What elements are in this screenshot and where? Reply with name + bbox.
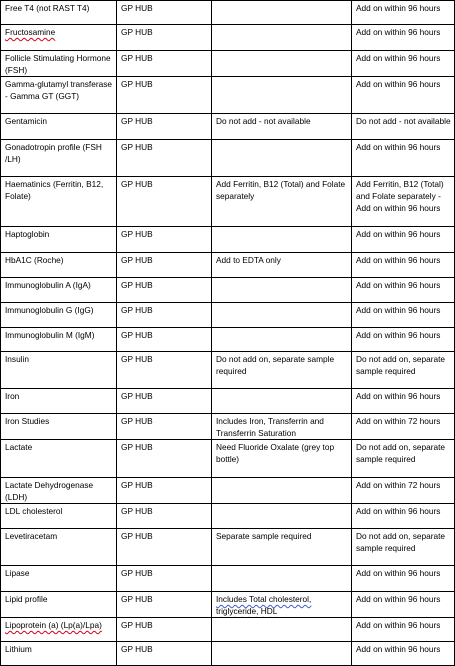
table-row xyxy=(1,566,455,592)
location-cell: GP HUB xyxy=(117,592,212,618)
location-cell: GP HUB xyxy=(117,25,212,51)
table-row xyxy=(1,177,455,227)
add-on-cell: Add on within 96 hours xyxy=(352,51,455,77)
test-name-cell: Immunoglobulin M (IgM) xyxy=(1,328,117,352)
table-row xyxy=(1,440,455,478)
location-cell: GP HUB xyxy=(117,114,212,140)
table-row xyxy=(1,414,455,440)
test-name-cell xyxy=(1,25,117,51)
add-on-cell: Do not add on, separate sample required xyxy=(352,529,455,566)
location-cell: GP HUB xyxy=(117,529,212,566)
note-cell xyxy=(212,592,352,618)
add-on-cell: Add on within 96 hours xyxy=(352,140,455,177)
test-name-cell: Lipid profile xyxy=(1,592,117,618)
test-name-cell: Iron xyxy=(1,389,117,414)
note-cell: Do not add on, separate sample required xyxy=(212,352,352,389)
test-name-cell: HbA1C (Roche) xyxy=(1,253,117,278)
location-cell: GP HUB xyxy=(117,140,212,177)
note-cell xyxy=(212,566,352,592)
table-row xyxy=(1,303,455,328)
table-row xyxy=(1,529,455,566)
add-on-cell: Add on within 72 hours xyxy=(352,478,455,504)
note-cell xyxy=(212,328,352,352)
table-body xyxy=(1,1,455,666)
location-cell: GP HUB xyxy=(117,566,212,592)
test-name-cell: Immunoglobulin A (IgA) xyxy=(1,278,117,303)
note-cell xyxy=(212,25,352,51)
test-name-cell: Lactate xyxy=(1,440,117,478)
test-name-cell: Levetiracetam xyxy=(1,529,117,566)
add-on-cell: Do not add - not available xyxy=(352,114,455,140)
note-cell: Need Fluoride Oxalate (grey top bottle) xyxy=(212,440,352,478)
location-cell: GP HUB xyxy=(117,77,212,114)
location-cell: GP HUB xyxy=(117,1,212,25)
spellcheck-word: Fructosamine xyxy=(5,27,56,37)
table-row xyxy=(1,592,455,618)
add-on-cell: Add on within 96 hours xyxy=(352,1,455,25)
add-on-cell: Do not add on, separate sample required xyxy=(352,352,455,389)
table-row xyxy=(1,114,455,140)
test-name-cell: Haematinics (Ferritin, B12, Folate) xyxy=(1,177,117,227)
add-on-cell: Add on within 96 hours xyxy=(352,566,455,592)
table-row xyxy=(1,77,455,114)
location-cell: GP HUB xyxy=(117,227,212,253)
spellcheck-word: Lipoprotein (a) (Lp(a)/Lpa) xyxy=(5,620,102,630)
table-row xyxy=(1,140,455,177)
table-row xyxy=(1,25,455,51)
table-row xyxy=(1,352,455,389)
note-cell xyxy=(212,227,352,253)
note-cell xyxy=(212,504,352,529)
add-on-cell: Add on within 96 hours xyxy=(352,227,455,253)
table-row xyxy=(1,642,455,666)
location-cell: GP HUB xyxy=(117,414,212,440)
add-on-cell: Add on within 72 hours xyxy=(352,414,455,440)
test-name-cell: Gentamicin xyxy=(1,114,117,140)
note-cell xyxy=(212,140,352,177)
grammar-check-text: Includes Total cholesterol, triglyceride, HDL xyxy=(216,594,312,616)
location-cell: GP HUB xyxy=(117,389,212,414)
location-cell: GP HUB xyxy=(117,440,212,478)
test-name-cell: Insulin xyxy=(1,352,117,389)
note-cell xyxy=(212,278,352,303)
table-row xyxy=(1,51,455,77)
add-on-cell: Add Ferritin, B12 (Total) and Folate separately - Add on within 96 hours xyxy=(352,177,455,227)
test-name-cell: Free T4 (not RAST T4) xyxy=(1,1,117,25)
add-on-cell: Add on within 96 hours xyxy=(352,303,455,328)
test-name-cell: LDL cholesterol xyxy=(1,504,117,529)
note-cell xyxy=(212,389,352,414)
table-row xyxy=(1,1,455,25)
note-cell xyxy=(212,1,352,25)
location-cell: GP HUB xyxy=(117,177,212,227)
note-cell xyxy=(212,478,352,504)
test-name-cell: Gamma-glutamyl transferase - Gamma GT (GGT) xyxy=(1,77,117,114)
location-cell: GP HUB xyxy=(117,478,212,504)
note-cell: Do not add - not available xyxy=(212,114,352,140)
test-name-cell: Lactate Dehydrogenase (LDH) xyxy=(1,478,117,504)
test-name-cell: Gonadotropin profile (FSH /LH) xyxy=(1,140,117,177)
location-cell: GP HUB xyxy=(117,618,212,642)
add-on-cell: Add on within 96 hours xyxy=(352,389,455,414)
table-row xyxy=(1,478,455,504)
note-cell xyxy=(212,303,352,328)
location-cell: GP HUB xyxy=(117,51,212,77)
add-on-cell: Add on within 96 hours xyxy=(352,592,455,618)
location-cell: GP HUB xyxy=(117,352,212,389)
note-cell xyxy=(212,77,352,114)
location-cell: GP HUB xyxy=(117,278,212,303)
table-row xyxy=(1,618,455,642)
note-cell: Add Ferritin, B12 (Total) and Folate separately xyxy=(212,177,352,227)
test-name-cell xyxy=(1,618,117,642)
table-row xyxy=(1,328,455,352)
test-name-cell: Haptoglobin xyxy=(1,227,117,253)
location-cell: GP HUB xyxy=(117,328,212,352)
add-on-cell: Add on within 96 hours xyxy=(352,504,455,529)
note-cell: Separate sample required xyxy=(212,529,352,566)
table-row xyxy=(1,227,455,253)
add-on-cell: Add on within 96 hours xyxy=(352,25,455,51)
table-row xyxy=(1,504,455,529)
add-on-cell: Add on within 96 hours xyxy=(352,642,455,666)
test-name-cell: Iron Studies xyxy=(1,414,117,440)
note-cell xyxy=(212,618,352,642)
add-on-cell: Add on within 96 hours xyxy=(352,77,455,114)
note-cell xyxy=(212,642,352,666)
add-on-cell: Add on within 96 hours xyxy=(352,328,455,352)
location-cell: GP HUB xyxy=(117,303,212,328)
test-name-cell: Follicle Stimulating Hormone (FSH) xyxy=(1,51,117,77)
add-on-cell: Add on within 96 hours xyxy=(352,253,455,278)
table-row xyxy=(1,389,455,414)
note-cell: Add to EDTA only xyxy=(212,253,352,278)
note-cell xyxy=(212,51,352,77)
location-cell: GP HUB xyxy=(117,253,212,278)
table-row xyxy=(1,278,455,303)
table-row xyxy=(1,253,455,278)
add-on-cell: Add on within 96 hours xyxy=(352,618,455,642)
test-name-cell: Lithium xyxy=(1,642,117,666)
location-cell: GP HUB xyxy=(117,642,212,666)
test-name-cell: Lipase xyxy=(1,566,117,592)
note-cell: Includes Iron, Transferrin and Transferrin Saturation xyxy=(212,414,352,440)
test-name-cell: Immunoglobulin G (IgG) xyxy=(1,303,117,328)
location-cell: GP HUB xyxy=(117,504,212,529)
add-on-cell: Do not add on, separate sample required xyxy=(352,440,455,478)
add-on-cell: Add on within 96 hours xyxy=(352,278,455,303)
